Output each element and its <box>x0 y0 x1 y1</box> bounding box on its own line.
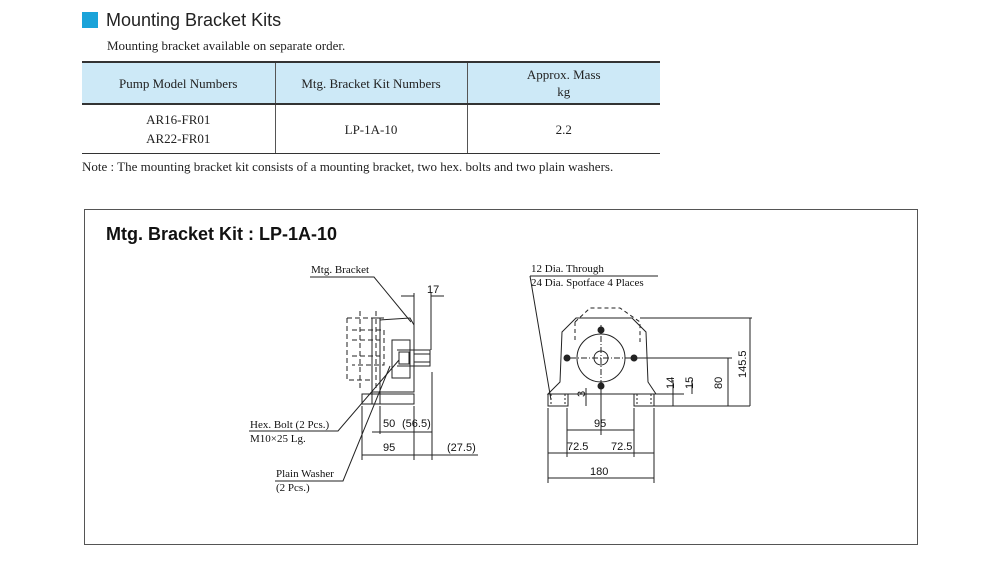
dim-72-5-right: 72.5 <box>611 441 633 453</box>
dim-95-side: 95 <box>383 442 396 454</box>
cell-kit-number: LP-1A-10 <box>275 104 467 154</box>
drawing-title: Mtg. Bracket Kit : LP-1A-10 <box>106 224 338 244</box>
header-kit-number: Mtg. Bracket Kit Numbers <box>275 62 467 104</box>
pump-outline-dashed <box>347 311 384 390</box>
dim-72-5-left: 72.5 <box>567 441 589 453</box>
label-mtg-bracket: Mtg. Bracket <box>311 264 370 276</box>
section-subtitle: Mounting bracket available on separate order. <box>107 38 346 53</box>
dim-50: 50 <box>383 418 396 430</box>
pump-model-1: AR16-FR01 <box>146 112 211 127</box>
dim-vertical-extensions <box>634 318 752 406</box>
mount-hole-2 <box>564 355 570 361</box>
dim-3: 3 <box>576 390 588 397</box>
pump-model-2: AR22-FR01 <box>146 131 211 146</box>
side-view-text <box>250 264 476 494</box>
label-hex-bolt-1: Hex. Bolt (2 Pcs.) <box>250 419 330 431</box>
label-washer-1: Plain Washer <box>276 468 334 480</box>
dim-15: 15 <box>684 376 696 389</box>
cell-mass: 2.2 <box>467 104 660 154</box>
dim-56-5: (56.5) <box>402 418 431 430</box>
dim-27-5: (27.5) <box>447 442 476 454</box>
header-mass-label: Approx. Mass <box>526 67 601 82</box>
bracket-foot <box>362 394 414 404</box>
pump-front-dashed <box>575 308 640 342</box>
side-view <box>249 277 478 481</box>
dim-80: 80 <box>713 376 725 389</box>
header-pump-model: Pump Model Numbers <box>82 62 275 104</box>
table-note: Note : The mounting bracket kit consists of a mounting bracket, two hex. bolts and two plain washers. <box>82 159 614 174</box>
dim-180: 180 <box>590 466 609 478</box>
label-hole-spotface: 24 Dia. Spotface 4 Places <box>531 277 644 289</box>
section-title: Mounting Bracket Kits <box>106 9 282 30</box>
label-washer-2: (2 Pcs.) <box>276 482 310 494</box>
dim-17: 17 <box>427 284 440 296</box>
dim-145-5: 145.5 <box>737 350 749 378</box>
front-view-text <box>531 263 749 478</box>
label-hole-through: 12 Dia. Through <box>531 263 604 275</box>
mount-hole-1 <box>598 327 604 333</box>
dim-14: 14 <box>665 376 677 389</box>
center-lines <box>570 325 632 392</box>
dim-17-lines <box>401 293 444 350</box>
header-mass-unit: kg <box>557 84 571 99</box>
dim-95-front: 95 <box>594 418 607 430</box>
hex-bolt-shape <box>399 352 409 364</box>
label-hex-bolt-2: M10×25 Lg. <box>250 433 306 445</box>
